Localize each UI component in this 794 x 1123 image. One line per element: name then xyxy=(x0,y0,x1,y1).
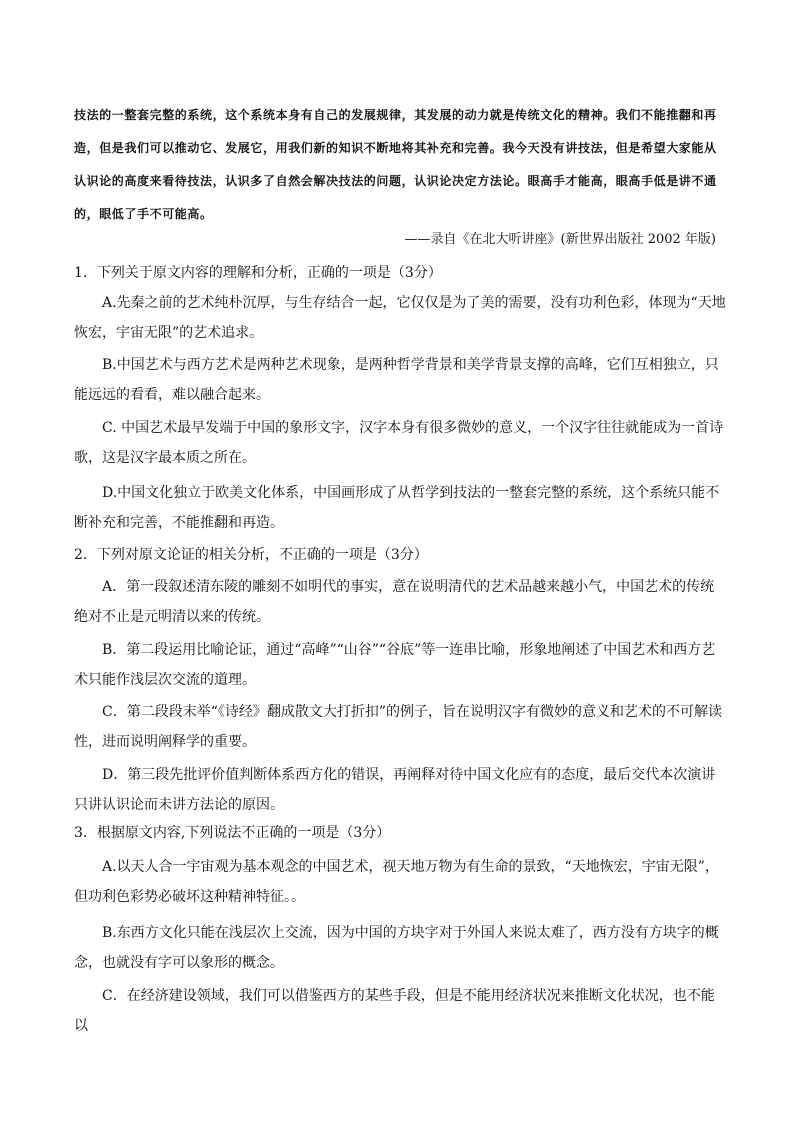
question-3-option-b: B.东西方文化只能在浅层次上交流，因为中国的方块字对于外国人来说太难了，西方没有方块字的概念，也就没有字可以象形的概念。 xyxy=(74,925,719,971)
passage-excerpt: 技法的一整套完整的系统，这个系统本身有自己的发展规律，其发展的动力就是传统文化的精神。我们不能推翻和再造，但是我们可以推动它、发展它，用我们新的知识不断地将其补充和完善。我今天没有讲技法，但是希望大家能从认识论的高度来看待技法，认识多了自然会解决技法的问题，认识论决定方法论。眼高手才能高，眼高手低是讲不通的，眼低了手不可能高。 xyxy=(74,108,717,221)
question-3-option-a: A.以天人合一宇宙观为基本观念的中国艺术，视天地万物为有生命的景致，“天地恢宏，宇宙无限”，但功利色彩势必破坏这种精神特征。。 xyxy=(74,859,719,905)
question-2-stem: 2．下列对原文论证的相关分析，不正确的一项是（3分） xyxy=(74,547,428,563)
question-1-option-c: C. 中国艺术最早发端于中国的象形文字，汉字本身有很多微妙的意义，一个汉字往往就能成为一首诗歌，这是汉字最本质之所在。 xyxy=(74,420,724,466)
question-2-option-c: C．第二段段末举“《诗经》翻成散文大打折扣”的例子，旨在说明汉字有微妙的意义和艺术的不可解读性，进而说明阐释学的重要。 xyxy=(74,704,723,750)
question-3-stem: 3．根据原文内容,下列说法不正确的一项是（3分） xyxy=(74,825,391,841)
question-3-option-c: C．在经济建设领域，我们可以借鉴西方的某些手段，但是不能用经济状况来推断文化状况，也不能以 xyxy=(74,988,715,1034)
question-1-option-b: B.中国艺术与西方艺术是两种艺术现象，是两种哲学背景和美学背景支撑的高峰，它们互相独立，只能远远的看看，难以融合起来。 xyxy=(74,357,719,403)
question-2-option-d: D．第三段先批评价值判断体系西方化的错误，再阐释对待中国文化应有的态度，最后交代本次演讲只讲认识论而未讲方法论的原因。 xyxy=(74,767,716,813)
source-citation: ——录自《在北大听讲座》(新世界出版社 2002 年版) xyxy=(404,232,716,247)
question-2-option-a: A．第一段叙述清东陵的雕刻不如明代的事实，意在说明清代的艺术品越来越小气，中国艺术的传统绝对不止是元明清以来的传统。 xyxy=(74,579,715,625)
question-2-option-b: B．第二段运用比喻论证，通过“高峰”“山谷”“谷底”等一连串比喻，形象地阐述了中国艺术和西方艺术只能作浅层次交流的道理。 xyxy=(74,642,716,688)
question-1-option-d: D.中国文化独立于欧美文化体系，中国画形成了从哲学到技法的一整套完整的系统，这个系统只能不断补充和完善，不能推翻和再造。 xyxy=(74,485,720,531)
question-1-option-a: A.先秦之前的艺术纯朴沉厚，与生存结合一起，它仅仅是为了美的需要，没有功利色彩，体现为“天地恢宏，宇宙无限”的艺术追求。 xyxy=(74,295,726,341)
question-1-stem: 1．下列关于原文内容的理解和分析，正确的一项是（3分） xyxy=(74,265,442,281)
